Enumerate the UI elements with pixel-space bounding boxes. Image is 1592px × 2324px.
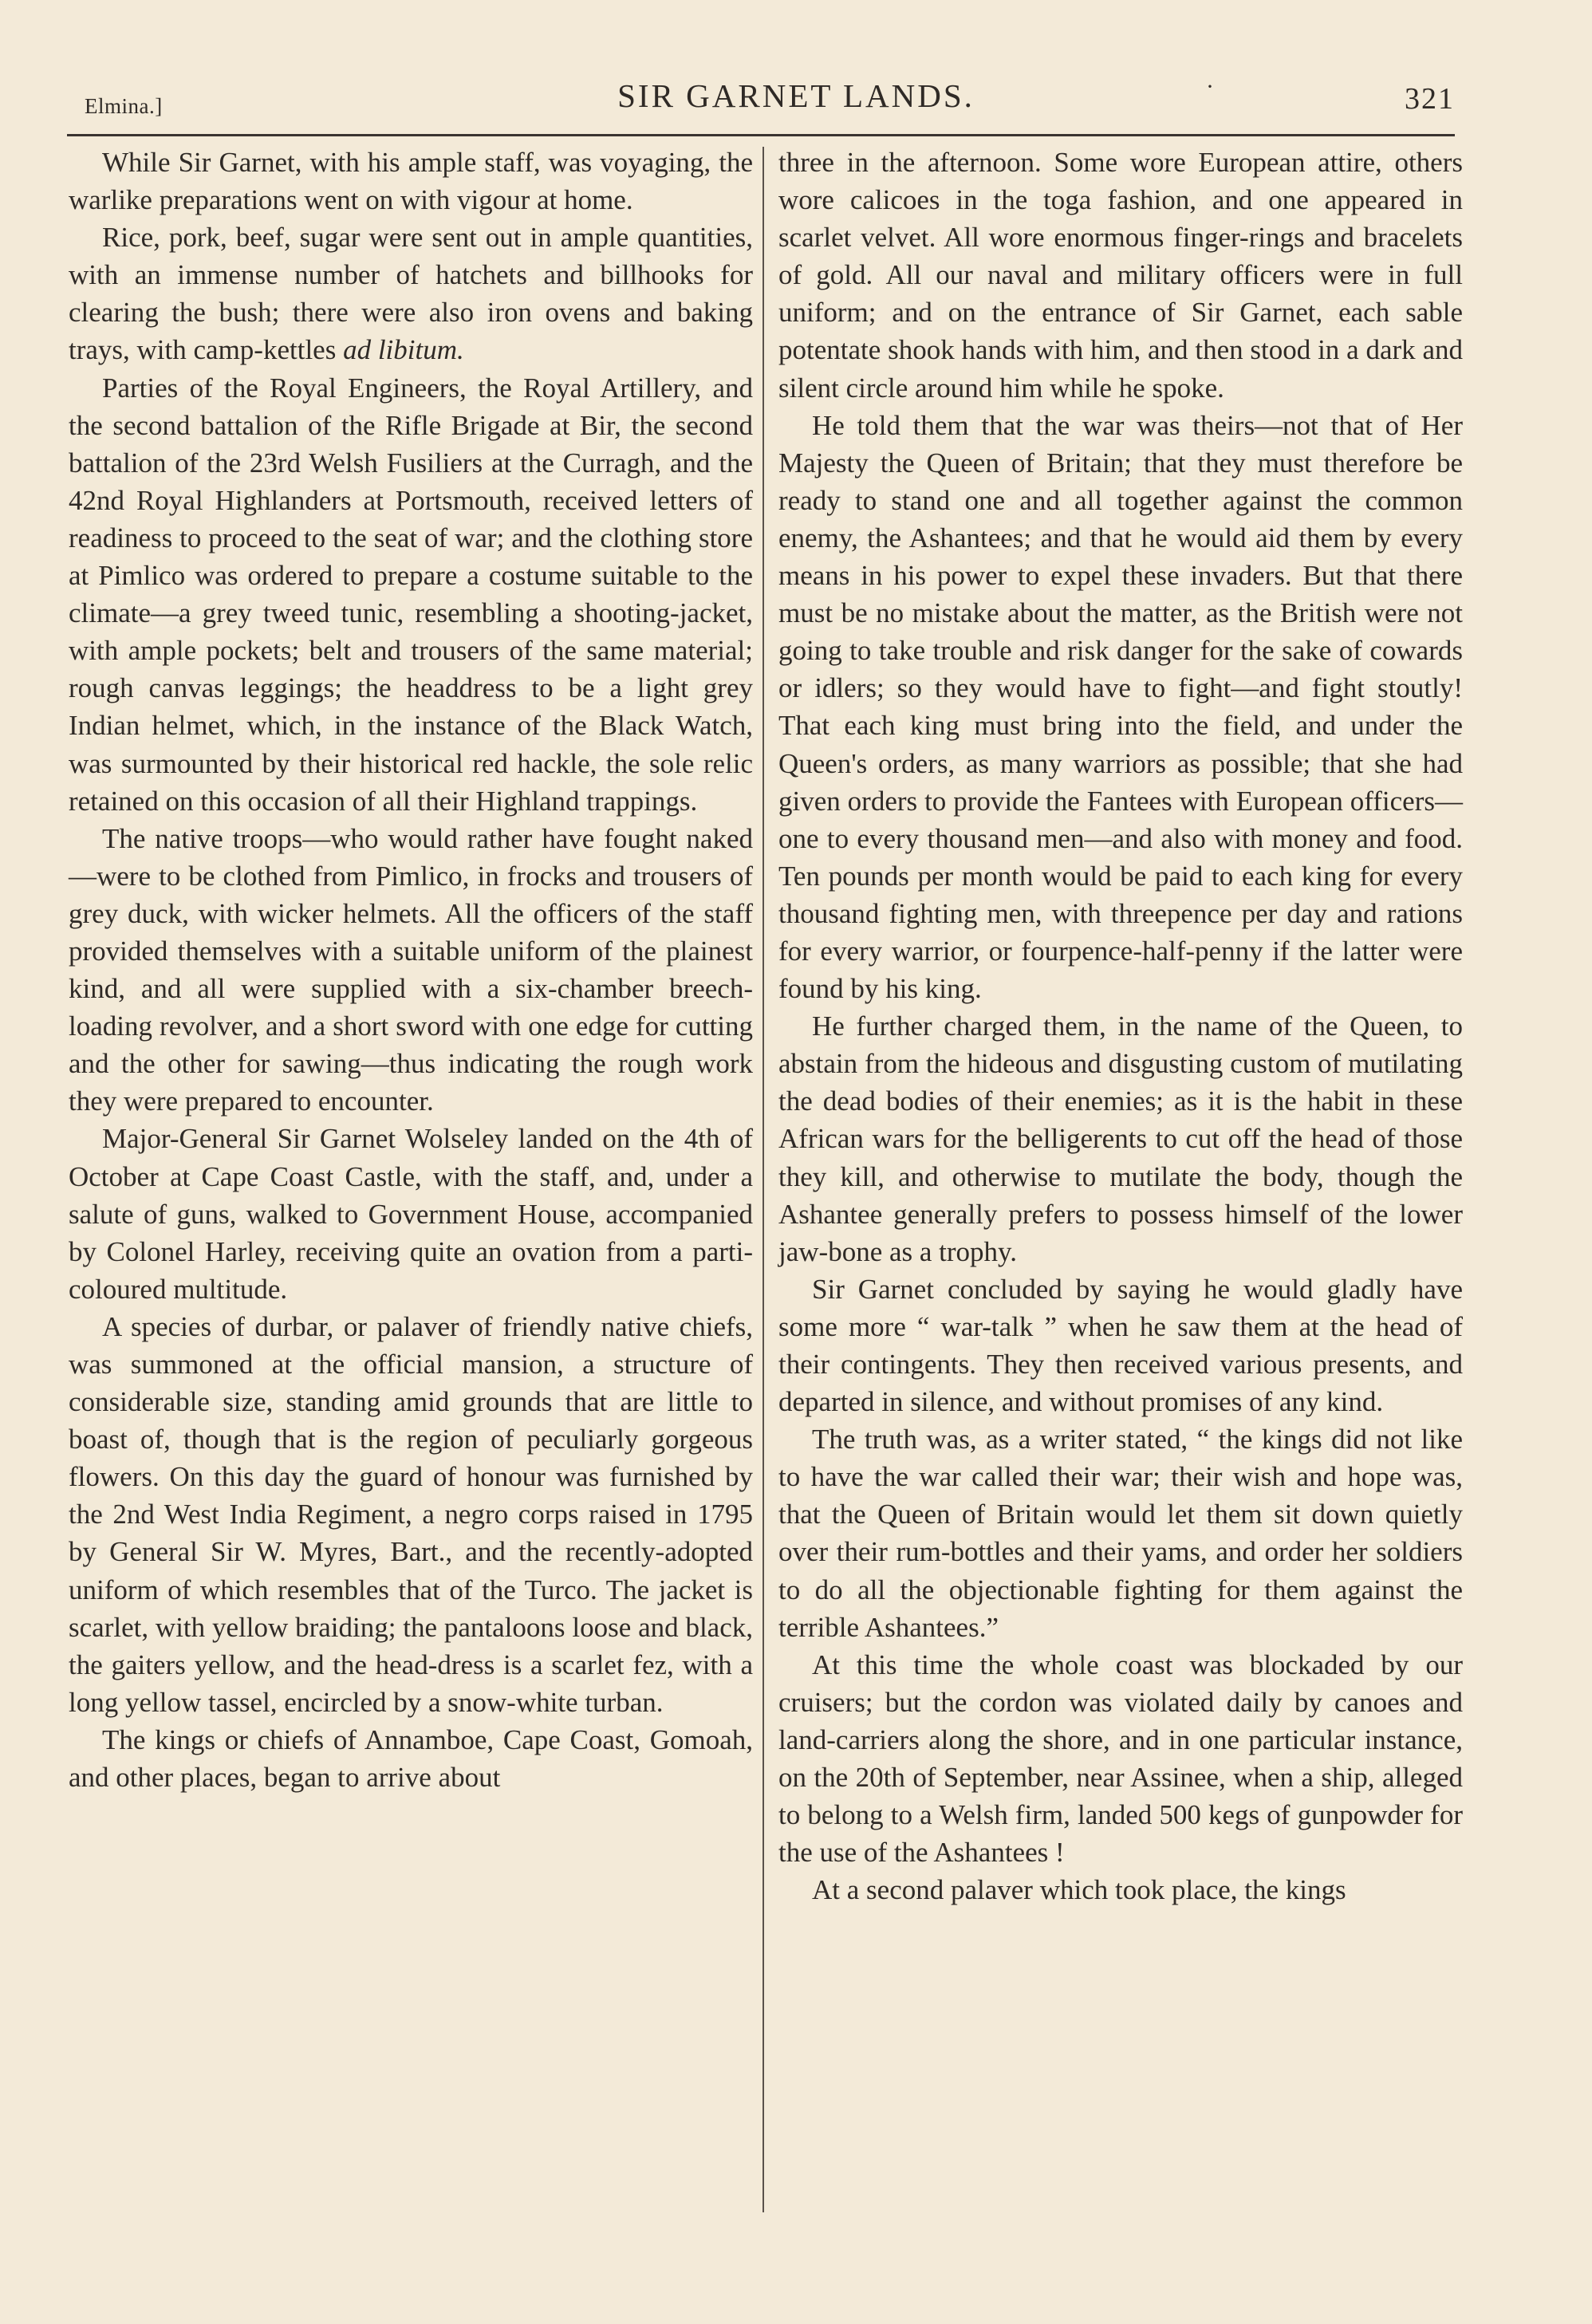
running-header [0,72,1592,128]
paragraph-continued: three in the afternoon. Some wore European attire, others wore calicoes in the toga fashion, and one appeared in scarlet velvet. All wore enormous finger-rings and bracelets of gold. All our naval and military officers were in full uniform; and on the entrance of Sir Garnet, each sable potentate shook hands with him, and then stood in a dark and silent circle around him while he spoke. [778,147,1463,404]
paragraph: The truth was, as a writer stated, “ the kings did not like to have the war called their war; their wish and hope was, that the Queen of Britain would let them sit down quietly over their rum-bottles and their yams, and order her soldiers to do all the objectionable fighting for them against the terrible Ashantees.” [778,1424,1463,1643]
paragraph: The native troops—who would rather have fought naked—were to be clothed from Pimlico, in frocks and trousers of grey duck, with wicker helmets. All the officers of the staff provided themselves with a suitable uniform of the plainest kind, and all were supplied with a six-chamber breech-loading revolver, and a short sword with one edge for cutting and the other for sawing—thus indicating the rough work they were prepared to encounter. [69,822,753,1117]
paragraph: He further charged them, in the name of the Queen, to abstain from the hideous and disgusting custom of mutilating the dead bodies of their enemies; as it is the habit in these African wars for the belligerents to cut off the head of those they kill, and otherwise to mutilate the body, though the Ashantee generally prefers to possess himself of the lower jaw-bone as a trophy. [778,1010,1463,1267]
paragraph: He told them that the war was theirs—not that of Her Majesty the Queen of Britain; that they must therefore be ready to stand one and all together against the common enemy, the Ashantees; and that he would aid them by every means in his power to expel these invaders. But that there must be no mistake about the matter, as the British were not going to take trouble and risk danger for the sake of cowards or idlers; so they would have to fight—and fight stoutly! That each king must bring into the field, and under the Queen's orders, as many warriors as possible; that she had given orders to provide the Fantees with European officers—one to every thousand men—and also with money and food. Ten pounds per month would be paid to each king for every thousand fighting men, with threepence per day and rations for every warrior, or fourpence-half-penny if the latter were found by his king. [778,409,1463,1005]
paragraph: At this time the whole coast was blockaded by our cruisers; but the cordon was violated daily by canoes and land-carriers along the shore, and in one particular instance, on the 20th of September, near Assinee, when a ship, alleged to belong to a Welsh firm, landed 500 kegs of gunpowder for the use of the Ashantees ! [778,1648,1463,1869]
header-rule [67,134,1455,136]
paragraph: A species of durbar, or palaver of friendly native chiefs, was summoned at the official mansion, a structure of considerable size, standing amid grounds that are little to boast of, though that is the region of peculiarly gorgeous flowers. On this day the guard of honour was furnished by the 2nd West India Regiment, a negro corps raised in 1795 by General Sir W. Myres, Bart., and the recently-adopted uniform of which resembles that of the Turco. The jacket is scarlet, with yellow braiding; the pantaloons loose and black, the gaiters yellow, and the head-dress is a scarlet fez, with a long yellow tassel, encircled by a snow-white turban. [69,1310,753,1718]
paragraph: The kings or chiefs of Annamboe, Cape Coast, Gomoah, and other places, began to arrive about [69,1723,753,1794]
paragraph [69,219,753,368]
section-label: Elmina.] [85,94,163,118]
paragraph: Parties of the Royal Engineers, the Royal Artillery, and the second battalion of the Rifle Brigade at Bir, the second battalion of the 23rd Welsh Fusiliers at the Curragh, and the 42nd Royal Highlanders at Portsmouth, received letters of readiness to proceed to the seat of war; and the clothing store at Pimlico was ordered to prepare a costume suitable to the climate—a grey tweed tunic, resembling a shooting-jacket, with ample pockets; belt and trousers of the same material; rough canvas leggings; the headdress to be a light grey Indian helmet, which, in the instance of the Black Watch, was surmounted by their historical red hackle, the sole relic retained on this occasion of all their Highland trappings. [69,372,753,817]
paragraph: Sir Garnet concluded by saying he would gladly have some more “ war-talk ” when he saw them at the head of their contingents. They then received various presents, and departed in silence, and without promises of any kind. [778,1273,1463,1418]
page-number: 321 [1405,82,1455,116]
paragraph-text: Rice, pork, beef, sugar were sent out in ample quantities, with an immense number of hatchets and billhooks for clearing the bush; there were also iron ovens and baking trays, with camp-kettles [69,222,753,366]
left-column [69,144,753,1796]
paragraph: While Sir Garnet, with his ample staff, was voyaging, the warlike preparations went on with vigour at home. [69,147,753,216]
italic-phrase: ad libitum. [343,334,464,366]
page-title: SIR GARNET LANDS. [617,77,975,114]
column-divider [763,147,764,2212]
header-dot: · [1206,73,1214,100]
paragraph: At a second palaver which took place, the kings [812,1874,1346,1906]
right-column [778,144,1463,1908]
paragraph: Major-General Sir Garnet Wolseley landed on the 4th of October at Cape Coast Castle, with the staff, and, under a salute of guns, walked to Government House, accompanied by Colonel Harley, receiving quite an ovation from a parti-coloured multitude. [69,1123,753,1305]
